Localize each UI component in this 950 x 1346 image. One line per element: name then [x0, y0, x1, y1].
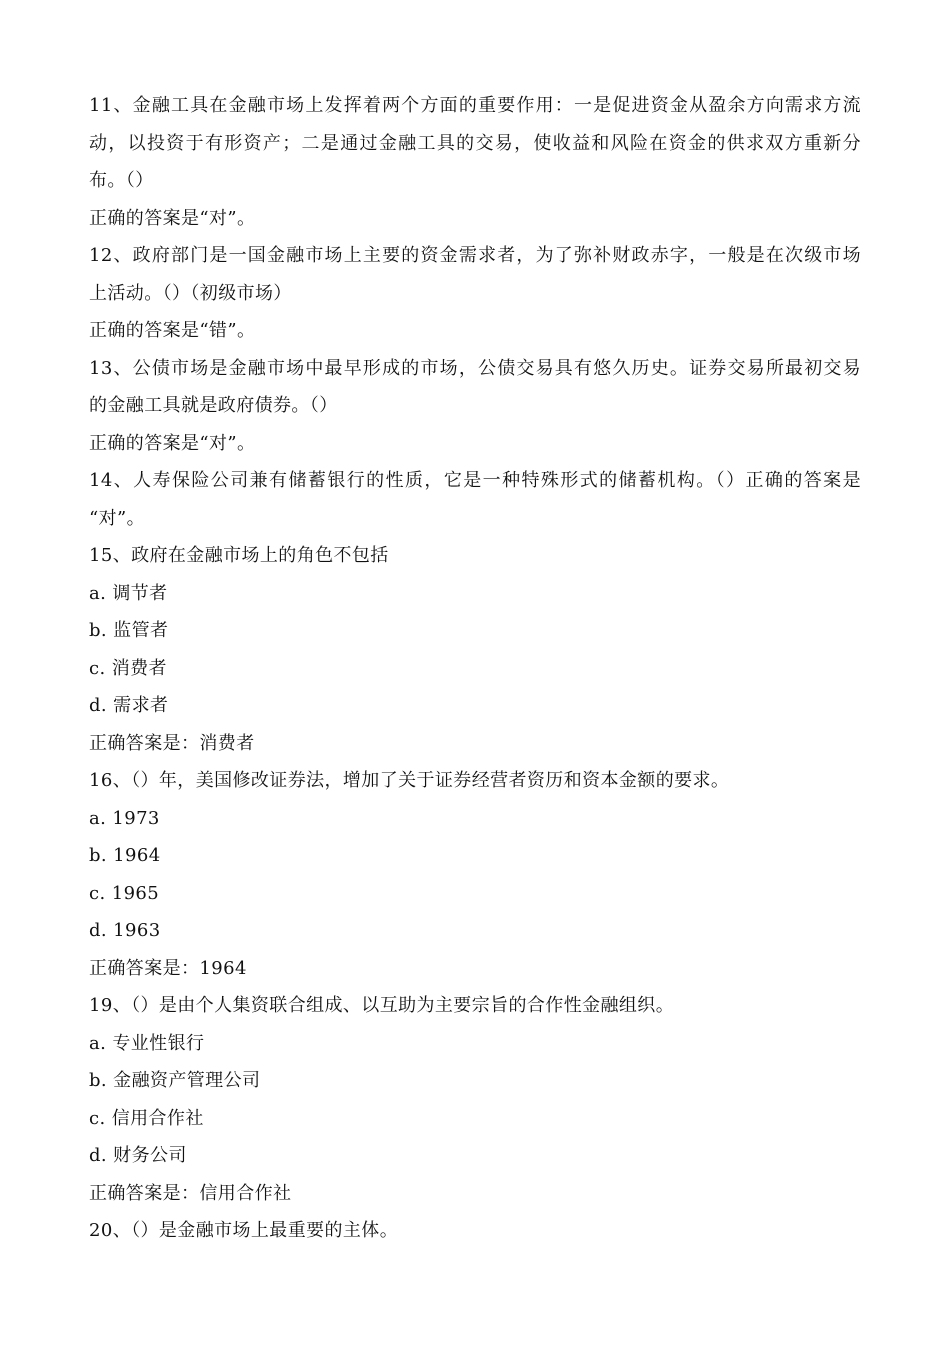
question-19-text: 19、（）是由个人集资联合组成、以互助为主要宗旨的合作性金融组织。 — [89, 995, 675, 1016]
option-c: c. 消费者 — [89, 657, 167, 679]
option-c: c. 信用合作社 — [89, 1107, 204, 1129]
question-13-text: 13、公债市场是金融市场中最早形成的市场，公债交易具有悠久历史。证券交易所最初交易 — [89, 357, 861, 379]
question-13-text: 的金融工具就是政府债券。（） — [89, 395, 338, 416]
option-b: b. 监管者 — [89, 620, 169, 641]
option-b: b. 1964 — [89, 845, 161, 866]
answer-19: 正确答案是：信用合作社 — [89, 1182, 292, 1204]
document-body — [89, 87, 861, 1250]
answer-11: 正确的答案是“对”。 — [89, 207, 256, 229]
question-16-text: 16、（）年，美国修改证券法，增加了关于证券经营者资历和资本金额的要求。 — [89, 770, 730, 791]
question-15-text: 15、政府在金融市场上的角色不包括 — [89, 545, 389, 566]
question-11-text: 动，以投资于有形资产；二是通过金融工具的交易，使收益和风险在资金的供求双方重新分 — [89, 132, 861, 154]
answer-16: 正确答案是：1964 — [89, 957, 247, 979]
question-20-text: 20、（）是金融市场上最重要的主体。 — [89, 1220, 399, 1241]
answer-13: 正确的答案是“对”。 — [89, 432, 256, 454]
question-12-text: 12、政府部门是一国金融市场上主要的资金需求者，为了弥补财政赤字，一般是在次级市场 — [89, 245, 861, 266]
option-d: d. 需求者 — [89, 695, 169, 716]
answer-14: “对”。 — [89, 507, 146, 529]
question-11-text: 11、金融工具在金融市场上发挥着两个方面的重要作用：一是促进资金从盈余方向需求方流 — [89, 95, 861, 116]
answer-12: 正确的答案是“错”。 — [89, 320, 256, 341]
option-c: c. 1965 — [89, 882, 160, 904]
option-a: a. 调节者 — [89, 582, 168, 604]
option-d: d. 1963 — [89, 920, 161, 941]
question-11-text: 布。（） — [89, 170, 154, 191]
question-12-text: 上活动。（）（初级市场） — [89, 282, 292, 304]
option-a: a. 1973 — [89, 807, 160, 829]
answer-15: 正确答案是：消费者 — [89, 732, 255, 754]
option-a: a. 专业性银行 — [89, 1032, 205, 1054]
question-14-text: 14、人寿保险公司兼有储蓄银行的性质，它是一种特殊形式的储蓄机构。（）正确的答案是 — [89, 470, 861, 491]
option-b: b. 金融资产管理公司 — [89, 1070, 261, 1091]
option-d: d. 财务公司 — [89, 1145, 187, 1166]
